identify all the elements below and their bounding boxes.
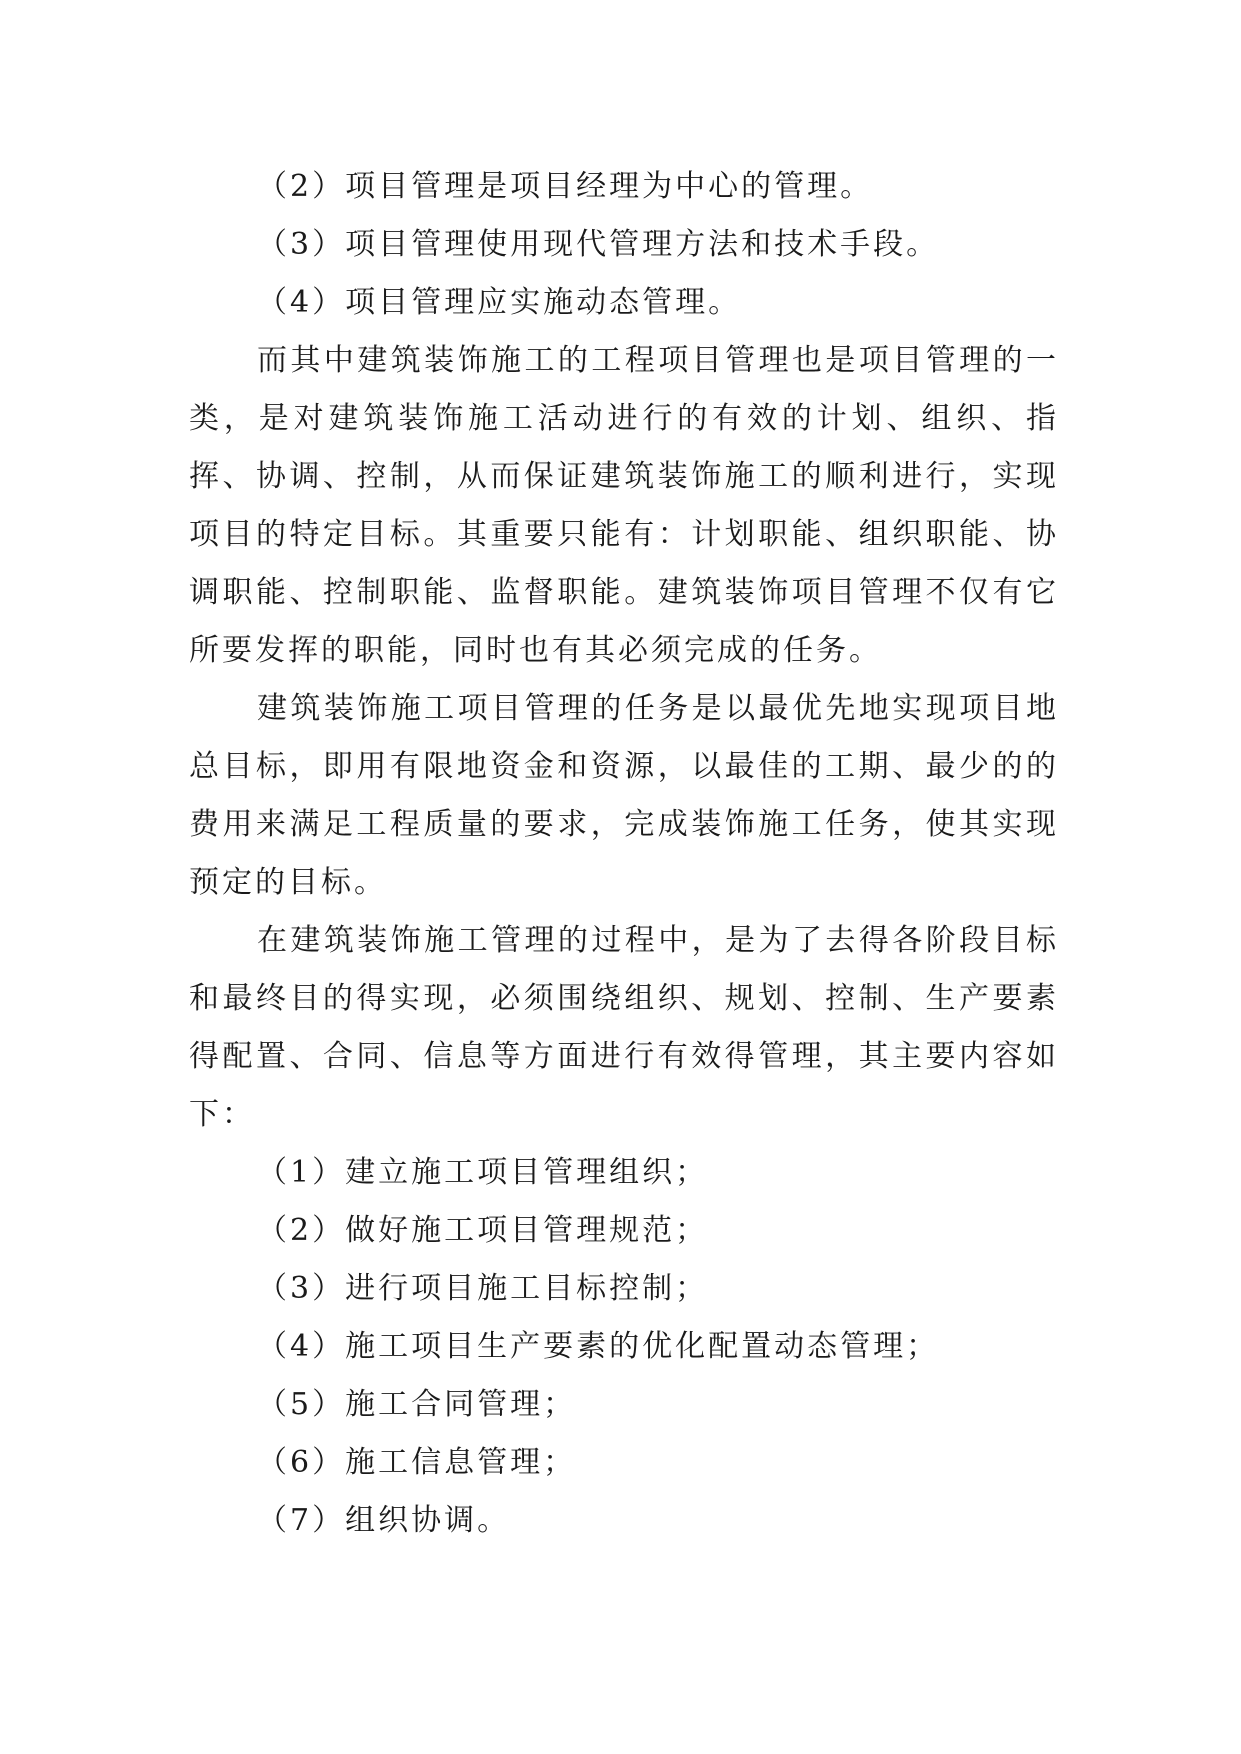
list-item: （7）组织协调。	[257, 1503, 511, 1538]
list-item: （4）施工项目生产要素的优化配置动态管理；	[257, 1329, 940, 1364]
list-item: （1）建立施工项目管理组织；	[257, 1155, 709, 1190]
list-item: （2）做好施工项目管理规范；	[257, 1213, 709, 1248]
paragraph-project-management-tasks: 建筑装饰施工项目管理的任务是以最优先地实现项目地总目标，即用有限地资金和资源，以最佳的工期、最少的的费用来满足工程质量的要求，完成装饰施工任务，使其实现预定的目标。	[189, 691, 1059, 900]
list-item: （4）项目管理应实施动态管理。	[257, 285, 742, 320]
document-body	[189, 158, 1059, 1550]
list-item: （2）项目管理是项目经理为中心的管理。	[257, 169, 874, 204]
paragraph-main-content-intro: 在建筑装饰施工管理的过程中，是为了去得各阶段目标和最终目的得实现，必须围绕组织、规划、控制、生产要素得配置、合同、信息等方面进行有效得管理，其主要内容如下：	[189, 923, 1059, 1132]
list-item: （3）项目管理使用现代管理方法和技术手段。	[257, 227, 940, 262]
list-item: （5）施工合同管理；	[257, 1387, 577, 1422]
list-item: （6）施工信息管理；	[257, 1445, 577, 1480]
list-item: （3）进行项目施工目标控制；	[257, 1271, 709, 1306]
paragraph-project-management-overview: 而其中建筑装饰施工的工程项目管理也是项目管理的一类，是对建筑装饰施工活动进行的有效的计划、组织、指挥、协调、控制，从而保证建筑装饰施工的顺利进行，实现项目的特定目标。其重要只能有：计划职能、组织职能、协调职能、控制职能、监督职能。建筑装饰项目管理不仅有它所要发挥的职能，同时也有其必须完成的任务。	[189, 343, 1059, 668]
